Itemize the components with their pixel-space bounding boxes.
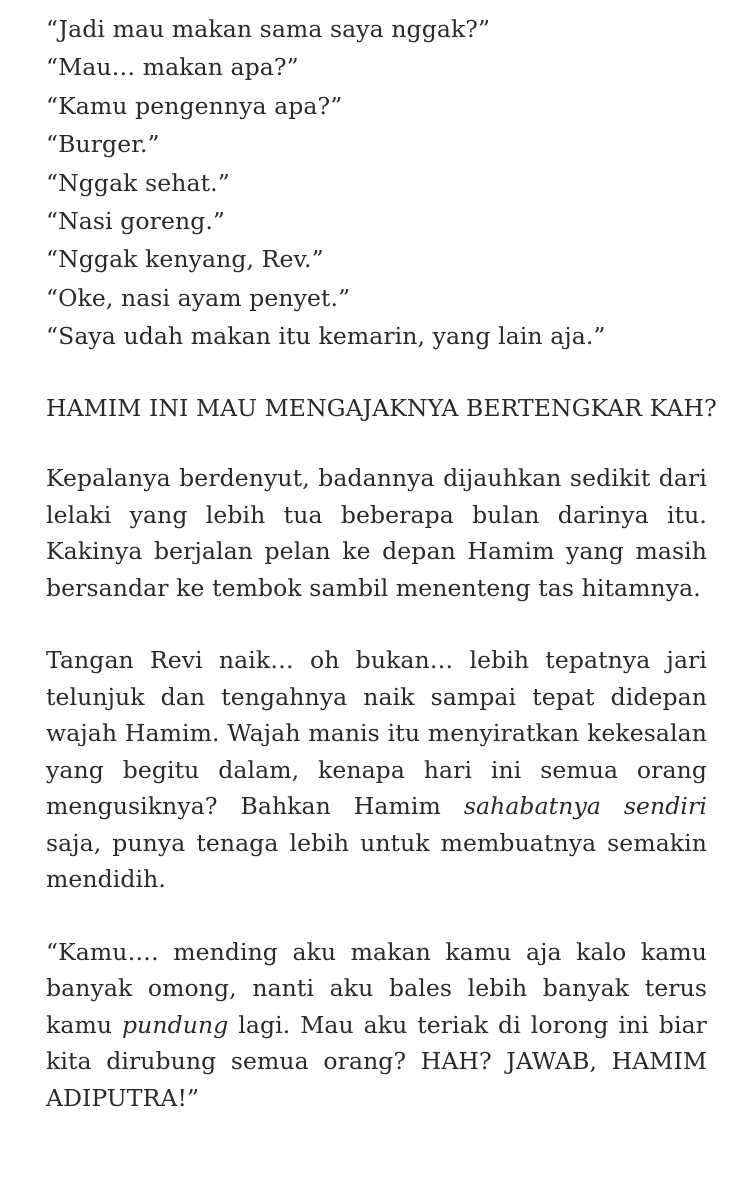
paragraph-2-text-after: saja, punya tenaga lebih untuk membuatnya semakin mendidih.	[46, 828, 707, 894]
paragraph-2	[46, 642, 707, 898]
dialogue-line: “Nggak kenyang, Rev.”	[46, 245, 324, 274]
dialogue-line: “Saya udah makan itu kemarin, yang lain aja.”	[46, 322, 606, 351]
paragraph-3-italic-text: pundung	[121, 1010, 229, 1039]
paragraph-3-text-before: “Kamu…. mending aku makan kamu aja kalo kamu banyak omong, nanti aku bales lebih banyak terus kamu	[46, 937, 707, 1039]
paragraph-1: Kepalanya berdenyut, badannya dijauhkan sedikit dari lelaki yang lebih tua beberapa bulan darinya itu. Kakinya berjalan pelan ke depan Hamim yang masih bersandar ke tembok sambil menenteng tas hitamnya.	[46, 464, 707, 602]
dialogue-block	[46, 0, 707, 356]
paragraph-2-text-before: Tangan Revi naik… oh bukan… lebih tepatnya jari telunjuk dan tengahnya naik sampai tepat didepan wajah Hamim. Wajah manis itu menyiratkan kekesalan yang begitu dalam, kenapa hari ini semua orang mengusiknya? Bahkan Hamim	[46, 646, 707, 821]
dialogue-line: “Burger.”	[46, 130, 160, 159]
story-page	[46, 0, 717, 1116]
dialogue-line: “Kamu pengennya apa?”	[46, 91, 343, 120]
paragraph-3	[46, 934, 707, 1117]
paragraph-2-italic-text: sahabatnya sendiri	[463, 792, 707, 821]
dialogue-line: “Mau… makan apa?”	[46, 53, 299, 82]
shout-line: HAMIM INI MAU MENGAJAKNYA BERTENGKAR KAH?	[46, 393, 717, 422]
paragraph-3-text-after: lagi. Mau aku teriak di lorong ini biar kita dirubung semua orang? HAH? JAWAB, HAMIM ADIPUTRA!”	[46, 1010, 708, 1112]
dialogue-line: “Nggak sehat.”	[46, 168, 230, 197]
dialogue-line: “Nasi goreng.”	[46, 207, 226, 236]
dialogue-line: “Jadi mau makan sama saya nggak?”	[46, 15, 491, 43]
dialogue-line: “Oke, nasi ayam penyet.”	[46, 283, 351, 312]
